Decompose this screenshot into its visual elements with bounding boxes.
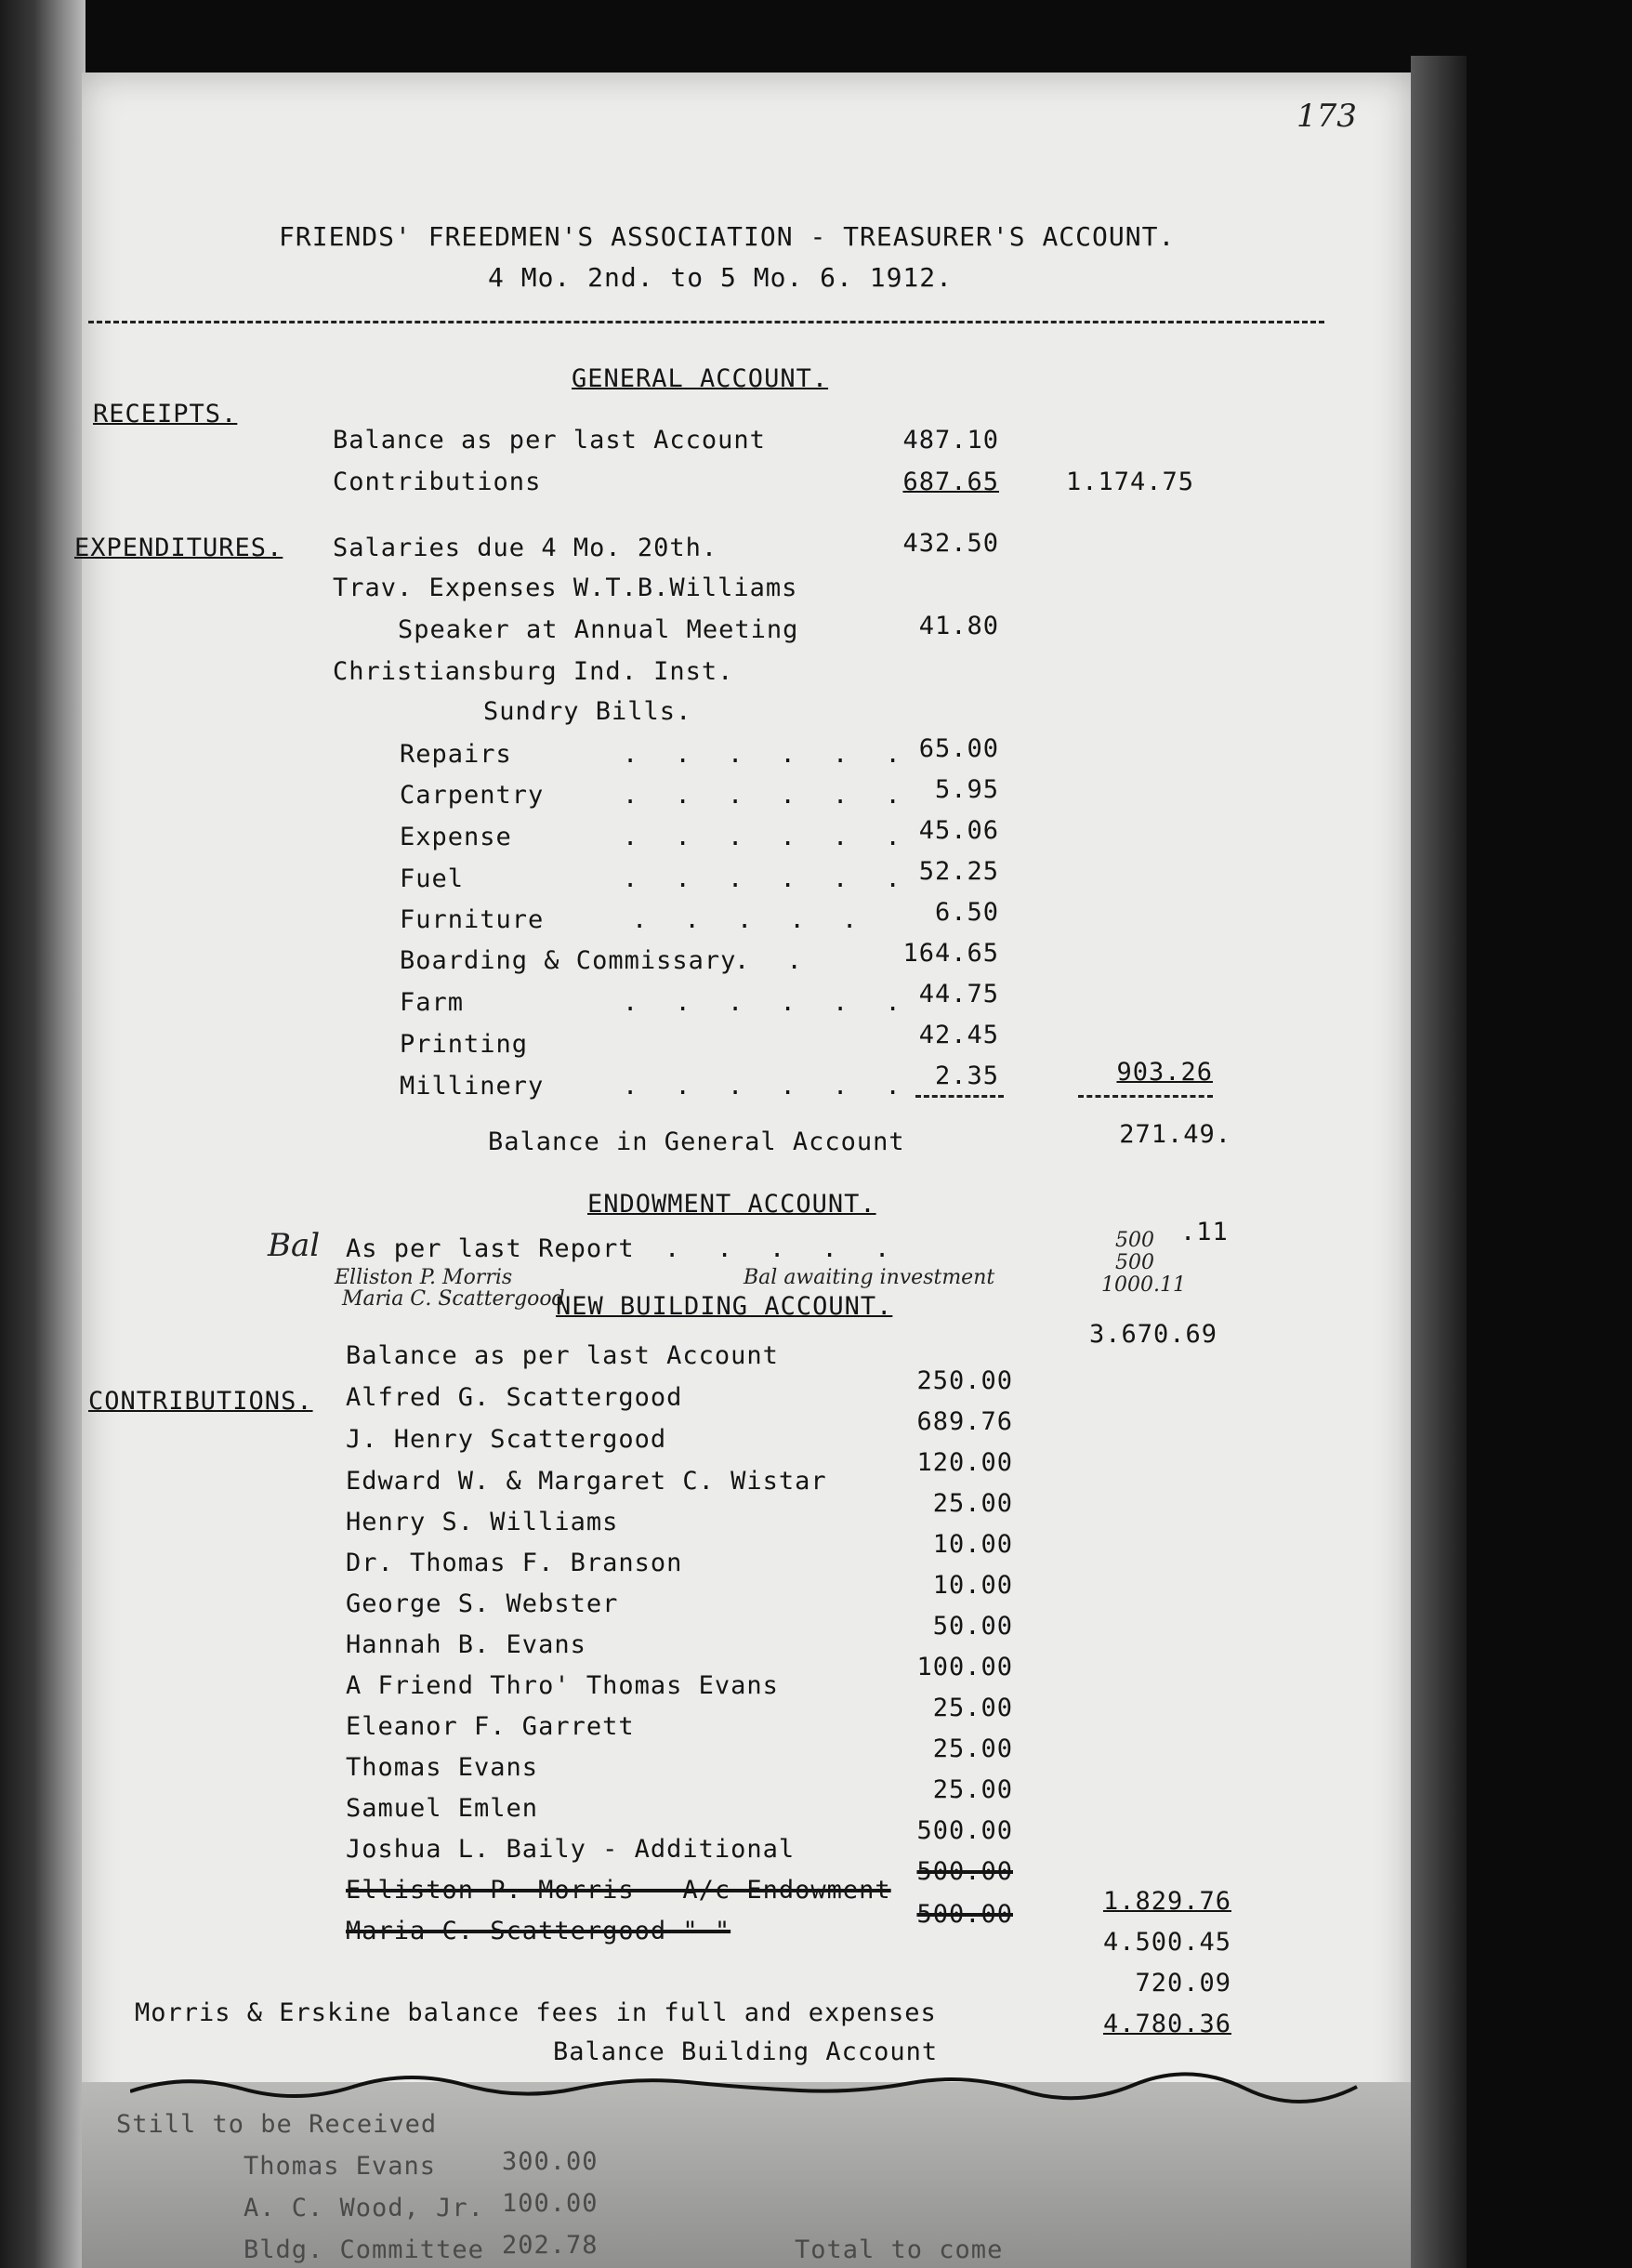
tear-line: [130, 2068, 1413, 2105]
bill-amount: 44.75: [918, 980, 999, 1009]
receivable-amount: 202.78: [502, 2231, 599, 2260]
receipts-total: 1.174.75: [1065, 468, 1194, 496]
contribution-amount: 689.76: [916, 1407, 1013, 1436]
bill-amount: 2.35: [934, 1061, 999, 1090]
receivable-label: A. C. Wood, Jr.: [243, 2194, 484, 2222]
speaker-amount: 41.80: [918, 612, 999, 640]
contribution-amount: 250.00: [916, 1366, 1013, 1395]
bill-label: Furniture: [400, 905, 545, 934]
building-opening-total: 3.670.69: [1088, 1320, 1217, 1349]
contribution-amount: 10.00: [932, 1571, 1013, 1600]
travel-expenses-line: Trav. Expenses W.T.B.Williams: [333, 574, 798, 602]
handwritten-figure: 1000.11: [1101, 1273, 1186, 1297]
document-title: FRIENDS' FREEDMEN'S ASSOCIATION - TREASURER'S ACCOUNT.: [279, 221, 1176, 252]
bill-amount: 42.45: [918, 1021, 999, 1049]
bill-label: Repairs: [400, 740, 512, 769]
total-to-come-label: Total to come: [795, 2235, 1004, 2264]
header-divider: [88, 321, 1324, 323]
building-balance-final: Balance Building Account: [553, 2037, 939, 2066]
contribution-amount: 120.00: [916, 1448, 1013, 1477]
contribution-label: Joshua L. Baily - Additional: [346, 1835, 796, 1864]
leader-dots: . . . . .: [632, 905, 869, 934]
bill-amount: 65.00: [918, 734, 999, 763]
bill-label: Boarding & Commissary: [400, 946, 737, 975]
building-total: 4.500.45: [1102, 1928, 1231, 1957]
document-period: 4 Mo. 2nd. to 5 Mo. 6. 1912.: [488, 262, 954, 293]
contribution-label: Edward W. & Margaret C. Wistar: [346, 1467, 827, 1496]
receipts-label: RECEIPTS.: [93, 400, 238, 429]
bill-label: Printing: [400, 1030, 529, 1059]
bill-label: Millinery: [400, 1072, 545, 1101]
handwritten-bal: Bal: [268, 1227, 321, 1264]
leader-dots: . . . . . .: [623, 988, 912, 1017]
contribution-amount: 25.00: [932, 1734, 1013, 1763]
struck-contribution-label: Maria C. Scattergood " ": [346, 1917, 731, 1945]
contribution-label: A Friend Thro' Thomas Evans: [346, 1671, 779, 1700]
struck-contribution-label: Elliston P. Morris - A/c Endowment: [346, 1876, 891, 1905]
endowment-account-heading: ENDOWMENT ACCOUNT.: [587, 1190, 876, 1219]
contribution-amount: 25.00: [932, 1694, 1013, 1722]
bill-label: Carpentry: [400, 781, 545, 810]
right-binding-edge: [1411, 56, 1467, 2268]
bill-amount: 5.95: [934, 775, 999, 804]
building-account-heading: NEW BUILDING ACCOUNT.: [556, 1292, 893, 1321]
handwritten-figure: 500: [1115, 1229, 1154, 1252]
contribution-amount: 500.00: [916, 1816, 1013, 1845]
struck-contribution-amount: 500.00: [916, 1900, 1013, 1929]
sundry-bills-line: Sundry Bills.: [483, 697, 692, 726]
general-balance-amount: 271.49.: [1119, 1120, 1231, 1149]
speaker-label: Speaker at Annual Meeting: [398, 615, 799, 644]
bill-label: Farm: [400, 988, 465, 1017]
leader-dots: . . . . . .: [623, 740, 912, 769]
contribution-label: Dr. Thomas F. Branson: [346, 1549, 683, 1577]
receipt-label: Contributions: [333, 468, 542, 496]
endowment-amount: .11: [1180, 1218, 1229, 1246]
handwritten-names: Maria C. Scattergood: [342, 1287, 565, 1311]
expenditures-total: 903.26: [1116, 1058, 1213, 1087]
leader-dots: . . . . .: [665, 1234, 902, 1263]
endowment-line: As per last Report: [346, 1234, 635, 1263]
institute-line: Christiansburg Ind. Inst.: [333, 657, 734, 686]
general-balance-label: Balance in General Account: [488, 1127, 905, 1156]
contribution-label: Hannah B. Evans: [346, 1630, 586, 1659]
contribution-label: J. Henry Scattergood: [346, 1425, 667, 1454]
receivable-amount: 100.00: [502, 2189, 599, 2218]
general-account-heading: GENERAL ACCOUNT.: [572, 364, 829, 393]
receivable-amount: 300.00: [502, 2147, 599, 2176]
contribution-amount: 100.00: [916, 1653, 1013, 1681]
contribution-label: Alfred G. Scattergood: [346, 1383, 683, 1412]
building-balance-line: Balance as per last Account: [346, 1341, 779, 1370]
left-binding-edge: [0, 0, 86, 2268]
receivable-label: Bldg. Committee: [243, 2235, 484, 2264]
contribution-label: Samuel Emlen: [346, 1794, 539, 1823]
bill-label: Expense: [400, 823, 512, 851]
fees-line: Morris & Erskine balance fees in full and expenses: [135, 1998, 937, 2027]
bill-amount: 52.25: [918, 857, 999, 886]
contribution-amount: 25.00: [932, 1775, 1013, 1804]
total-rule: [1078, 1095, 1213, 1098]
struck-contribution-amount: 500.00: [916, 1857, 1013, 1886]
building-total: 1.829.76: [1102, 1887, 1231, 1916]
leader-dots: . . . . . .: [623, 823, 912, 851]
subtotal-rule: [915, 1095, 1004, 1098]
contribution-label: George S. Webster: [346, 1589, 619, 1618]
bill-amount: 6.50: [934, 898, 999, 927]
leader-dots: . . . . . .: [623, 781, 912, 810]
leader-dots: . .: [734, 946, 813, 975]
still-to-be-received-label: Still to be Received: [116, 2110, 438, 2139]
handwritten-names: Elliston P. Morris: [335, 1266, 513, 1289]
contribution-amount: 50.00: [932, 1612, 1013, 1641]
building-total: 4.780.36: [1102, 2010, 1231, 2038]
contribution-label: Henry S. Williams: [346, 1508, 619, 1536]
contribution-label: Thomas Evans: [346, 1753, 539, 1782]
bill-amount: 45.06: [918, 816, 999, 845]
receipt-amount: 487.10: [902, 426, 999, 455]
salaries-amount: 432.50: [902, 529, 999, 558]
handwritten-note: Bal awaiting investment: [744, 1266, 995, 1289]
contribution-amount: 25.00: [932, 1489, 1013, 1518]
contribution-label: Eleanor F. Garrett: [346, 1712, 635, 1741]
page-number: 173: [1296, 98, 1357, 135]
leader-dots: . . . . . .: [623, 1072, 912, 1101]
bill-amount: 164.65: [902, 939, 999, 968]
building-total: 720.09: [1135, 1969, 1231, 1998]
handwritten-figure: 500: [1115, 1251, 1154, 1274]
receivable-label: Thomas Evans: [243, 2152, 437, 2181]
receipt-label: Balance as per last Account: [333, 426, 766, 455]
bill-label: Fuel: [400, 864, 465, 893]
contribution-amount: 10.00: [932, 1530, 1013, 1559]
contributions-label: CONTRIBUTIONS.: [88, 1387, 313, 1416]
leader-dots: . . . . . .: [623, 864, 912, 893]
expenditures-label: EXPENDITURES.: [74, 534, 283, 562]
salaries-label: Salaries due 4 Mo. 20th.: [333, 534, 718, 562]
receipt-amount: 687.65: [902, 468, 999, 496]
